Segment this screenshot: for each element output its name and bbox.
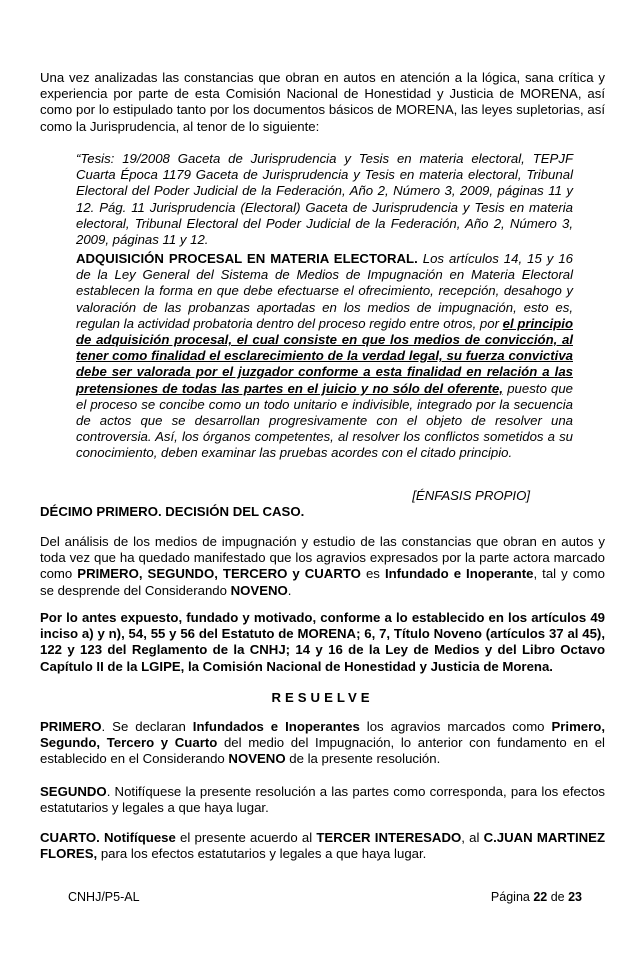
analysis-paragraph (40, 534, 605, 599)
cuarto-label: CUARTO. Notifíquese (40, 830, 176, 845)
page-label: Página (490, 890, 534, 904)
primero-bold-4: NOVENO (228, 751, 286, 767)
analysis-bold-2: Infundado e Inoperante (384, 566, 534, 582)
resuelve-heading: RESUELVE (271, 690, 374, 705)
emphasis-note: [ÉNFASIS PROPIO] (412, 488, 530, 503)
analysis-bold-3: NOVENO (230, 582, 288, 598)
primero-bold-2: Infundados e Inoperantes (192, 719, 360, 734)
jurisprudence-underlined: el principio de adquisición procesal, el cual consiste en que los medios de convicción, al tener como finalidad el esclarecimiento de la verdad legal, su fuerza convictiva debe ser valorada por el juzgador conforme a esta finalidad en relación a las pretensiones de todas las partes en el juicio y no sólo del oferente, (76, 315, 573, 396)
primero-label: PRIMERO (40, 719, 102, 734)
jurisprudence-title: ADQUISICIÓN PROCESAL EN MATERIA ELECTORAL. (76, 251, 418, 266)
primero-text-3: del medio del Impugnación, lo anterior con fundamento en el establecido en el Considerando (40, 735, 605, 767)
resolutivo-cuarto (40, 830, 605, 862)
section-title: DÉCIMO PRIMERO. DECISIÓN DEL CASO. (40, 504, 305, 519)
cuarto-text-1: el presente acuerdo al (175, 830, 317, 845)
page-current: 22 (533, 890, 548, 904)
analysis-bold-1: PRIMERO, SEGUNDO, TERCERO y CUARTO (77, 566, 361, 582)
cuarto-text-2: , al (461, 830, 484, 845)
jurisprudence-text-1: Los artículos 14, 15 y 16 de la Ley General del Sistema de Medios de Impugnación en Materia Electoral establecen la forma en que debe efectuarse el ofrecimiento, recepción, desahogo y valoración de las probanzas aportadas en los medios de impugnación, esto es, regulan la actividad probatoria dentro del proceso regido entre otros, por (76, 251, 573, 331)
page-of: de (547, 890, 569, 904)
analysis-text-2: es (360, 566, 385, 582)
analysis-text-1: Del análisis de los medios de impugnación y estudio de las constancias que obran en autos y toda vez que ha quedado manifestado que los agravios expresados por la parte actora marcado como (40, 534, 605, 582)
primero-text-1: . Se declaran (101, 719, 193, 734)
document-code: CNHJ/P5-AL (68, 890, 140, 904)
jurisprudence-paragraph (76, 251, 573, 462)
cuarto-bold-3: C.JUAN MARTINEZ FLORES, (40, 830, 605, 862)
intro-paragraph: Una vez analizadas las constancias que obran en autos en atención a la lógica, sana crítica y experiencia por parte de esta Comisión Nacional de Honestidad y Justicia de MORENA, así como por lo estipulado tanto por los documentos básicos de MORENA, las leyes supletorias, así como la Jurisprudencia, al tenor de lo siguiente: (40, 70, 605, 134)
primero-text-2: los agravios marcados como (359, 719, 552, 734)
cuarto-text-3: para los efectos estatutarios y legales a que haya lugar. (97, 846, 427, 862)
primero-text-4: de la presente resolución. (285, 751, 441, 767)
thesis-citation: “Tesis: 19/2008 Gaceta de Jurisprudencia y Tesis en materia electoral, TEPJF Cuarta Época 1179 Gaceta de Jurisprudencia y Tesis en materia electoral, Tribunal Electoral del Poder Judicial de la Federación, Año 2, Número 3, 2009, páginas 11 y 12. Pág. 11 Jurisprudencia (Electoral) Gaceta de Jurisprudencia y Tesis en materia electoral, Tribunal Electoral del Poder Judicial de la Federación, Año 2, Número 3, 2009, páginas 11 y 12. (76, 151, 573, 248)
resolutivo-segundo (40, 784, 605, 816)
segundo-label: SEGUNDO (40, 784, 107, 799)
cuarto-bold-2: TERCER INTERESADO (316, 830, 462, 845)
resolutivo-primero (40, 719, 605, 768)
primero-bold-3: Primero, Segundo, Tercero y Cuarto (40, 719, 605, 751)
segundo-text: . Notifíquese la presente resolución a las partes como corresponda, para los efectos estatutarios y legales a que haya lugar. (40, 784, 605, 816)
analysis-text-3: , tal y como se desprende del Considerando (40, 566, 605, 598)
legal-basis-paragraph: Por lo antes expuesto, fundado y motivado, conforme a lo establecido en los artículos 49 inciso a) y n), 54, 55 y 56 del Estatuto de MORENA; 6, 7, Título Noveno (artículos 37 al 45), 122 y 123 del Reglamento de la CNHJ; 14 y 16 de la Ley de Medios y del Libro Octavo Capítulo II de la LGIPE, la Comisión Nacional de Honestidad y Justicia de Morena. (40, 610, 605, 674)
page-total: 23 (568, 890, 582, 904)
analysis-text-4: . (287, 582, 292, 598)
jurisprudence-text-2: puesto que el proceso se concibe como un todo unitario e indivisible, integrado por la secuencia de actos que se desarrollan progresivamente con el objeto de resolver una controversia. Así, los órganos competentes, al resolver los conflictos sometidos a su conocimiento, deben examinar las pruebas acordes con el citado principio. (76, 380, 573, 461)
page-number (491, 890, 582, 904)
